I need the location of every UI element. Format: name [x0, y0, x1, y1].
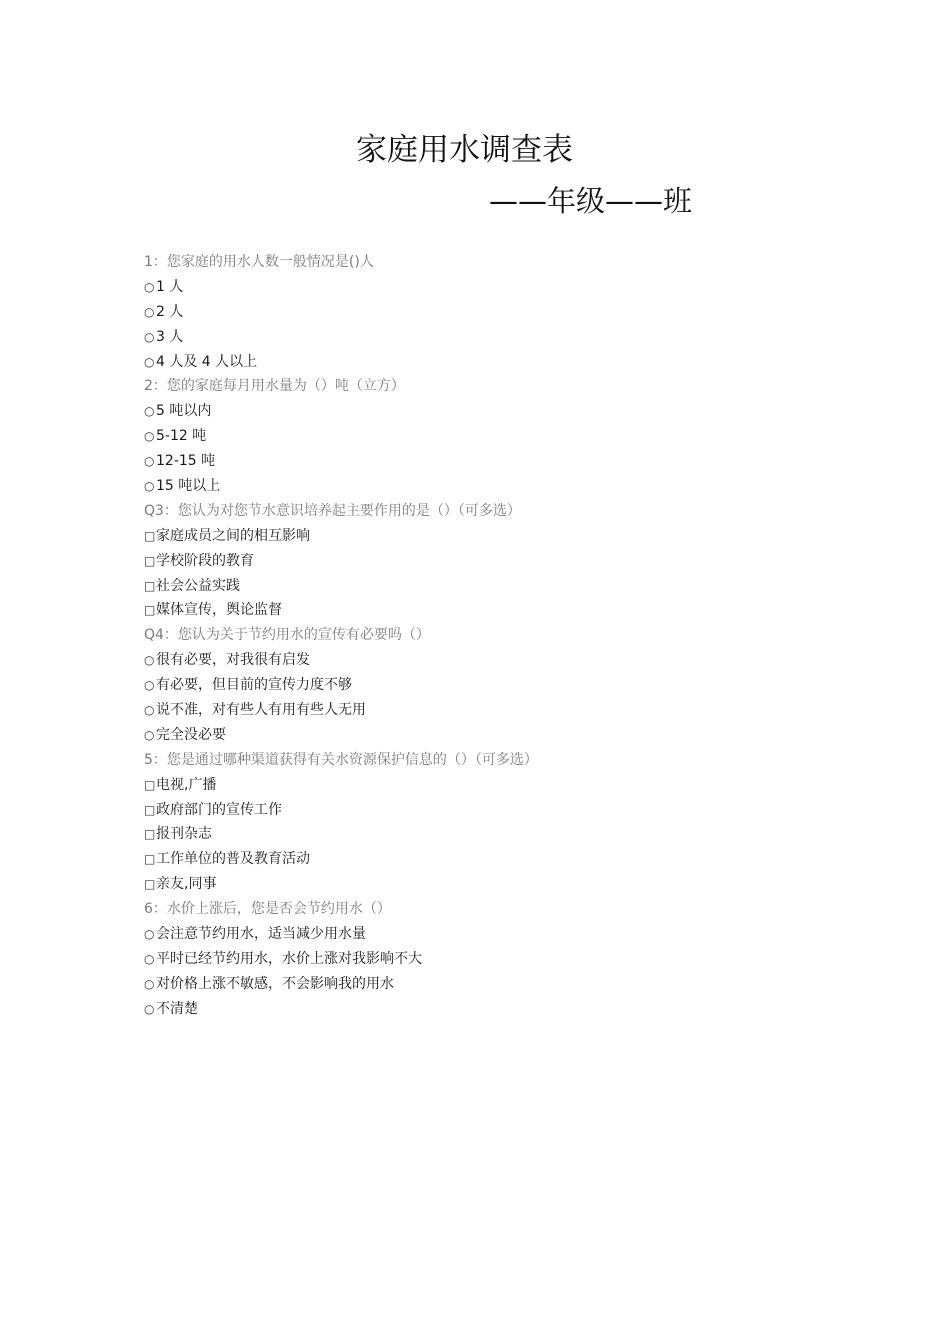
option-label: 平时已经节约用水，水价上涨对我影响不大 — [156, 950, 422, 967]
grade-class-line: ——年级——班 — [489, 184, 693, 218]
checkbox-icon[interactable]: □ — [144, 777, 156, 792]
option-label: 学校阶段的教育 — [156, 552, 254, 569]
checkbox-icon[interactable]: □ — [144, 852, 156, 867]
option-label: 1 人 — [156, 278, 184, 295]
question-6: 6：水价上涨后，您是否会节约用水（） — [144, 901, 391, 918]
option-label: 说不准，对有些人有用有些人无用 — [156, 702, 366, 719]
q3-option-3[interactable] — [144, 574, 844, 599]
radio-icon[interactable]: ○ — [144, 429, 155, 444]
checkbox-icon[interactable]: □ — [144, 553, 156, 568]
option-label: 不清楚 — [156, 1000, 198, 1017]
option-label: 政府部门的宣传工作 — [156, 801, 282, 818]
option-label: 5 吨以内 — [156, 403, 212, 420]
radio-icon[interactable]: ○ — [144, 454, 155, 469]
radio-icon[interactable]: ○ — [144, 703, 155, 718]
q4-option-1[interactable] — [144, 648, 844, 673]
radio-icon[interactable]: ○ — [144, 354, 155, 369]
radio-icon[interactable]: ○ — [144, 404, 155, 419]
radio-icon[interactable]: ○ — [144, 927, 155, 942]
q4-option-4[interactable] — [144, 723, 844, 748]
option-label: 5-12 吨 — [156, 428, 207, 445]
survey-questions — [144, 250, 844, 1022]
checkbox-icon[interactable]: □ — [144, 578, 156, 593]
question-4: Q4：您认为关于节约用水的宣传有必要吗（） — [144, 627, 430, 644]
option-label: 电视,广播 — [156, 776, 217, 793]
question-2: 2：您的家庭每月用水量为（）吨（立方） — [144, 378, 405, 395]
checkbox-icon[interactable]: □ — [144, 802, 156, 817]
option-label: 家庭成员之间的相互影响 — [156, 527, 310, 544]
q6-option-1[interactable] — [144, 922, 844, 947]
q5-option-4[interactable] — [144, 847, 844, 872]
radio-icon[interactable]: ○ — [144, 279, 155, 294]
radio-icon[interactable]: ○ — [144, 653, 155, 668]
option-label: 12-15 吨 — [156, 453, 216, 470]
q1-option-2[interactable] — [144, 300, 844, 325]
checkbox-icon[interactable]: □ — [144, 528, 156, 543]
q2-option-4[interactable] — [144, 474, 844, 499]
q6-option-3[interactable] — [144, 972, 844, 997]
question-3: Q3：您认为对您节水意识培养起主要作用的是（）（可多选） — [144, 502, 521, 519]
radio-icon[interactable]: ○ — [144, 329, 155, 344]
option-label: 3 人 — [156, 328, 184, 345]
q4-option-2[interactable] — [144, 673, 844, 698]
option-label: 会注意节约用水，适当减少用水量 — [156, 926, 366, 943]
radio-icon[interactable]: ○ — [144, 951, 155, 966]
q1-option-1[interactable] — [144, 275, 844, 300]
question-1: 1：您家庭的用水人数一般情况是()人 — [144, 254, 374, 270]
q5-option-1[interactable] — [144, 773, 844, 798]
option-label: 很有必要，对我很有启发 — [156, 652, 310, 669]
checkbox-icon[interactable]: □ — [144, 877, 156, 892]
q4-option-3[interactable] — [144, 698, 844, 723]
q2-option-2[interactable] — [144, 424, 844, 449]
q3-option-4[interactable] — [144, 598, 844, 623]
q5-option-5[interactable] — [144, 872, 844, 897]
option-label: 亲友,同事 — [156, 876, 217, 893]
option-label: 2 人 — [156, 303, 184, 320]
radio-icon[interactable]: ○ — [144, 1001, 155, 1016]
checkbox-icon[interactable]: □ — [144, 827, 156, 842]
q5-option-2[interactable] — [144, 798, 844, 823]
radio-icon[interactable]: ○ — [144, 479, 155, 494]
q6-option-2[interactable] — [144, 947, 844, 972]
radio-icon[interactable]: ○ — [144, 678, 155, 693]
q2-option-1[interactable] — [144, 399, 844, 424]
option-label: 15 吨以上 — [156, 478, 221, 495]
radio-icon[interactable]: ○ — [144, 727, 155, 742]
option-label: 4 人及 4 人以上 — [156, 353, 258, 370]
q6-option-4[interactable] — [144, 997, 844, 1022]
option-label: 报刊杂志 — [156, 826, 212, 843]
checkbox-icon[interactable]: □ — [144, 603, 156, 618]
option-label: 对价格上涨不敏感，不会影响我的用水 — [156, 975, 394, 992]
q1-option-3[interactable] — [144, 325, 844, 350]
question-5: 5：您是通过哪种渠道获得有关水资源保护信息的（）（可多选） — [144, 751, 538, 768]
radio-icon[interactable]: ○ — [144, 976, 155, 991]
radio-icon[interactable]: ○ — [144, 304, 155, 319]
q3-option-2[interactable] — [144, 549, 844, 574]
option-label: 有必要，但目前的宣传力度不够 — [156, 677, 352, 694]
option-label: 完全没必要 — [156, 726, 226, 743]
q1-option-4[interactable] — [144, 350, 844, 375]
option-label: 社会公益实践 — [156, 577, 240, 594]
option-label: 媒体宣传，舆论监督 — [156, 602, 282, 619]
option-label: 工作单位的普及教育活动 — [156, 851, 310, 868]
q5-option-3[interactable] — [144, 822, 844, 847]
page-title: 家庭用水调查表 — [356, 132, 573, 168]
q3-option-1[interactable] — [144, 524, 844, 549]
q2-option-3[interactable] — [144, 449, 844, 474]
